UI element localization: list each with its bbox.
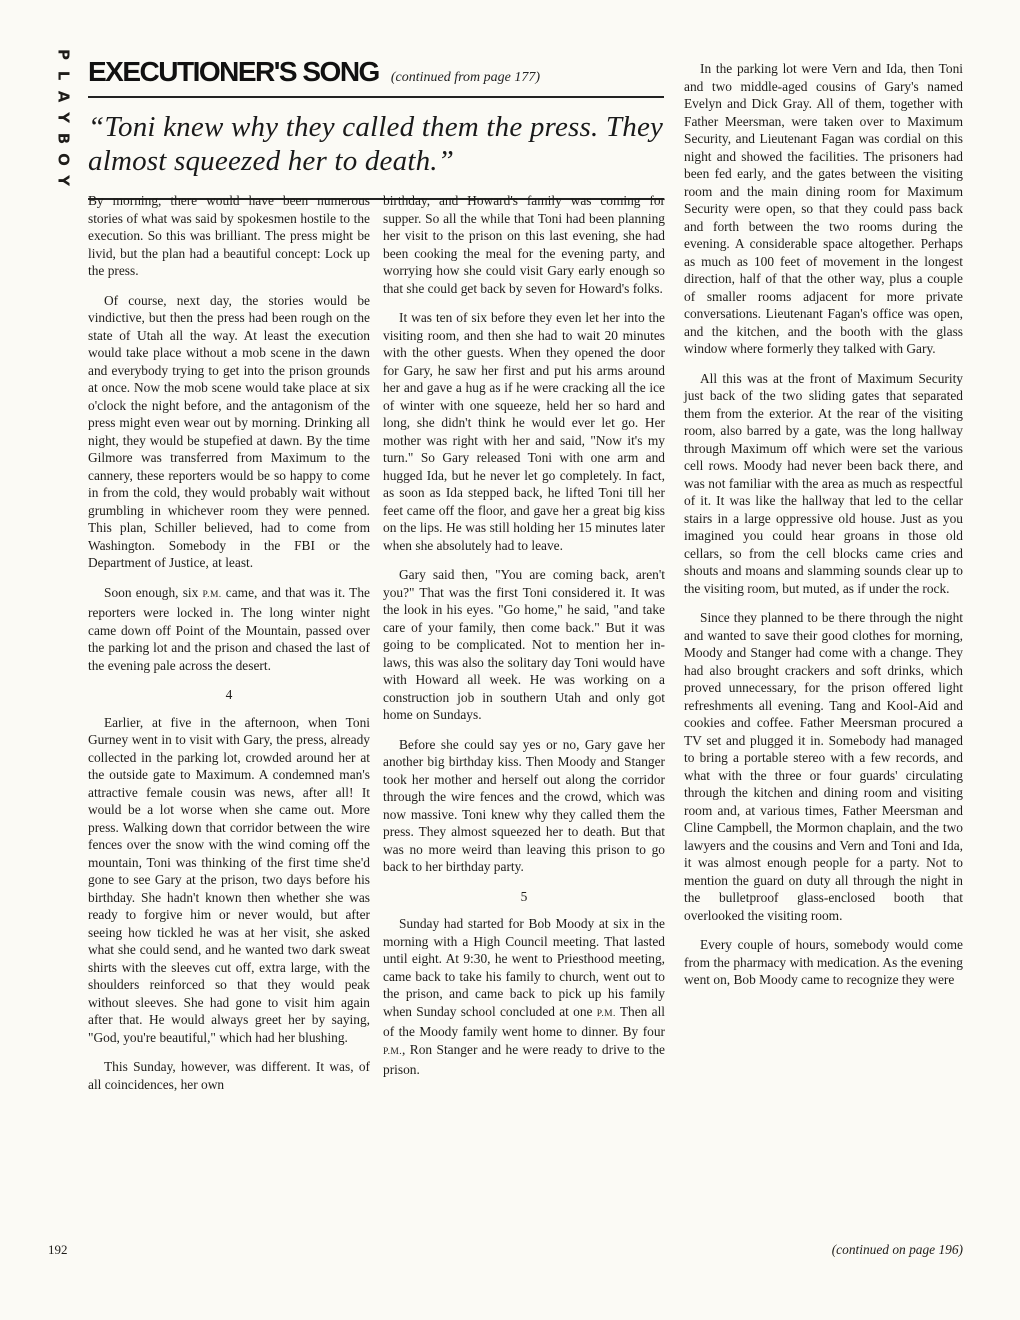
title-row bbox=[88, 56, 664, 88]
logo-letter: A bbox=[54, 90, 73, 103]
logo-letter: O bbox=[54, 153, 73, 166]
article-header bbox=[88, 56, 664, 200]
text-run: came, and that was it. The reporters were locked in. The long winter night came down off Point of the Mountain, passed over the parking lot and the prison and chased the last of the evening pale across the desert. bbox=[88, 584, 370, 673]
continued-from-note: (continued from page 177) bbox=[390, 70, 541, 85]
paragraph: Every couple of hours, somebody would come from the pharmacy with medication. As the evening went on, Bob Moody came to recognize they were bbox=[684, 937, 963, 987]
paragraph: It was ten of six before they even let her into the visiting room, and then she had to wait 20 minutes with the other guests. When they opened the door for Gary, he saw her first and put his arms around her and gave a hug as if he were cracking all the ice of winter with one squeeze, held her so hard and long, she didn't think he would ever let go. Her mother was right with her and said, "Now it's my turn." So Gary released Toni with one arm and hugged Ida, but he never let go completely. In fact, as soon as Ida stepped back, he lifted Toni till her feet came off the floor, and gave her a great big kiss on the lips. He was still holding her 15 minutes later when she absolutely had to leave. bbox=[383, 310, 665, 553]
page-number: 192 bbox=[48, 1242, 68, 1257]
header-rule-top bbox=[88, 96, 664, 98]
paragraph: This Sunday, however, was different. It was, of all coincidences, her own bbox=[88, 1059, 370, 1092]
logo-letter: L bbox=[54, 70, 73, 81]
text-column-2 bbox=[383, 192, 665, 1091]
magazine-logo-vertical bbox=[52, 44, 74, 191]
logo-letter: B bbox=[54, 132, 73, 145]
article-title: EXECUTIONER'S SONG bbox=[88, 56, 379, 87]
text-run: , Ron Stanger and he were ready to drive to the prison. bbox=[383, 1041, 665, 1077]
paragraph: Earlier, at five in the afternoon, when Toni Gurney went in to visit with Gary, the press, already collected in the parking lot, crowded around her at the outside gate to Maximum. A condemned man's attractive female cousin was news, after all! It would be a lot worse when she came out. More press. Walking down that corridor between the wire fences over the snow with the wind coming off the mountain, Toni was thinking of the first time she'd gone to see Gary at the prison, two days before his birthday. She hadn't known then whether she was ready to forgive him or never would, but after seeing how tickled he was at her visit, she asked what she could send, and he wanted two dark sweat shirts with the sleeves cut off, extra large, with the shoulders reinforced so that they would peak without sleeves. She had gone to visit him again after that. He would always greet her by saying, "God, you're beautiful," which had her blushing. bbox=[88, 714, 370, 1045]
small-caps-text: P.M. bbox=[596, 1008, 616, 1019]
logo-letter: Y bbox=[54, 112, 73, 123]
paragraph bbox=[88, 584, 370, 675]
paragraph: By morning, there would have been numerous stories of what was said by spokesmen hostile to the execution. So this was brilliant. The press might be livid, but the plan had a beautiful concept: Lock up the press. bbox=[88, 193, 370, 278]
paragraph: birthday, and Howard's family was coming for supper. So all the while that Toni had been planning her visit to the prison on this last evening, she had been cooking the meal for the evening party, and worrying how she could visit Gary early enough so that she could get back by seven for Howard's folks. bbox=[383, 193, 665, 296]
continued-on-note: (continued on page 196) bbox=[831, 1242, 963, 1257]
section-number: 5 bbox=[520, 888, 528, 904]
pull-quote: “Toni knew why they called them the press. They almost squeezed her to death.” bbox=[88, 111, 664, 177]
logo-letter: Y bbox=[54, 175, 73, 186]
small-caps-text: P.M. bbox=[383, 1046, 403, 1057]
paragraph: Gary said then, "You are coming back, aren't you?" That was the first Toni considered it. It was the look in his eyes. "Go home," he said, "and take care of your family, then come back." But it was going to be complicated. Not to mention her in-laws, this was also the solitary day Toni would have with Howard all week. He was working on a construction job in southern Utah and only got home on Sundays. bbox=[383, 567, 665, 722]
small-caps-text: P.M. bbox=[202, 589, 222, 600]
text-run: Soon enough, six bbox=[104, 584, 203, 600]
text-column-1 bbox=[88, 192, 370, 1105]
paragraph bbox=[383, 915, 665, 1079]
text-run: Sunday had started for Bob Moody at six in the morning with a High Council meeting. That lasted until eight. At 9:30, he went to Priesthood meeting, came back to take his family to church, went out to the prison, and came back to pick up his family when Sunday school concluded at one bbox=[383, 916, 665, 1019]
paragraph: Of course, next day, the stories would be vindictive, but then the press had been rough on the state of Utah all the way. At least the execution would take place without a mob scene in the dawn and everybody trying to get into the prison grounds at once. Now the mob scene would take place at six o'clock the night before, and the antagonism of the press might even wear out by morning. Drinking all night, they would be stupefied at dawn. By the time Gilmore was transferred from Maximum to the cannery, these reporters would be so happy to come in from the cold, they would probably wait without grumbling in whichever room they were penned. This plan, Schiller believed, had to come from Washington. Somebody in the FBI or the Department of Justice, at least. bbox=[88, 292, 370, 570]
paragraph: Before she could say yes or no, Gary gave her another big birthday kiss. Then Moody and Stanger took her mother and herself out along the corridor through the wire fences and the crowd, which was now massive. Toni knew why they called them the press. They almost squeezed her to death. But that was no more weird than leaving this prison to go back to her birthday party. bbox=[383, 736, 665, 874]
logo-letter: P bbox=[54, 49, 73, 60]
section-number: 4 bbox=[225, 687, 233, 702]
paragraph: All this was at the front of Maximum Security just back of the two sliding gates that separated them from the exterior. At the rear of the visiting room, also barred by a gate, was the long hallway through Maximum off which were set the various cell rows. Moody had never been back there, and was not familiar with the area as much as respectful of it. It was like the hallway that led to the cellar stairs in a large oppressive old house. Just as you imagined you could hear groans in those old cellars, so from the cell blocks came cries and shouts and moans and slamming sounds clear up to the visiting room, but muted, as if under the rock. bbox=[684, 370, 963, 596]
text-run: Then all of the Moody family went home to dinner. By four bbox=[383, 1003, 666, 1039]
paragraph: Since they planned to be there through the night and wanted to save their good clothes for morning, Moody and Stanger had come with a change. They had also brought crackers and soft drinks, which proved unnecessary, for the prison offered light refreshments all evening. Tang and Kool-Aid and cookies and coffee. Father Meersman procured a TV set and plugged it in. Somebody had managed to bring a portable stereo with a few records, and what with the three or four guards' circulating through the kitchen and dining room and visiting room and, at various times, Father Meersman and Cline Campbell, the Mormon chaplain, and the two lawyers and the cousins and Vern and Toni and Ida, it was almost enough people for a party. Not to mention the guard on duty all through the night in the bulletproof glass-enclosed booth that overlooked the visiting room. bbox=[684, 610, 963, 923]
text-column-3 bbox=[684, 60, 963, 1001]
paragraph: In the parking lot were Vern and Ida, then Toni and two middle-aged cousins of Gary's named Evelyn and Dick Gray. All of them, together with Father Meersman, were taken over to Maximum Security, and Lieutenant Fagan was cordial on this night and showed the facilities. The prisoners had been fed early, and the gates between the visiting room and the main dining room for Maximum Security were open, so that they could pass back and forth between the two rooms during the evening. A considerable space altogether. Perhaps as much as 100 feet of movement in the longest direction, half of that the other way, plus a couple of smaller rooms adjacent for more private conversations. Lieutenant Fagan's office was open, and the kitchen, and the booth with the glass window where formerly they talked with Gary. bbox=[684, 61, 963, 356]
